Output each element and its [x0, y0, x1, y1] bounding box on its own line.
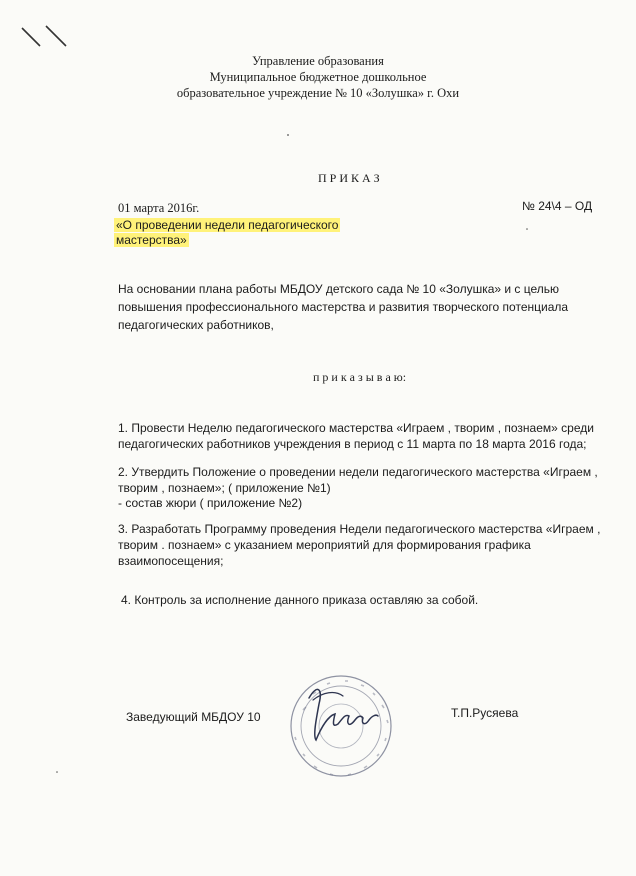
- corner-mark-2: [46, 26, 66, 46]
- highlight-marker: «О проведении недели педагогического: [116, 218, 339, 232]
- order-number: № 24\4 – ОД: [522, 199, 593, 213]
- signatory-name: Т.П.Русяева: [451, 706, 519, 720]
- basis-line-1: На основании плана работы МБДОУ детского сада № 10 «Золушка» и с целью: [118, 282, 560, 296]
- order-subject-line-2: [114, 233, 189, 247]
- item-1-line-1: 1. Провести Неделю педагогического мастерства «Играем , творим , познаем» среди: [118, 421, 594, 435]
- basis-line-2: повышения профессионального мастерства и развития творческого потенциала: [118, 300, 569, 314]
- corner-mark-1: [22, 28, 40, 46]
- handwritten-signature: [309, 689, 378, 740]
- item-2-line-3: - состав жюри ( приложение №2): [118, 496, 303, 510]
- basis-line-3: педагогических работников,: [118, 318, 274, 332]
- header-institution-type: Муниципальное бюджетное дошкольное: [209, 70, 427, 84]
- dust-speck: [526, 228, 528, 230]
- order-title: П Р И К А З: [318, 171, 380, 185]
- item-2-line-1: 2. Утвердить Положение о проведении недели педагогического мастерства «Играем ,: [118, 465, 598, 479]
- order-subject-line-1: [114, 218, 340, 232]
- signatory-position: Заведующий МБДОУ 10: [126, 710, 261, 724]
- item-2-line-2: творим , познаем»; ( приложение №1): [118, 481, 331, 495]
- directive-word: п р и к а з ы в а ю:: [313, 370, 407, 384]
- official-stamp: [283, 670, 401, 788]
- header-institution-name: образовательное учреждение № 10 «Золушка» г. Охи: [176, 86, 460, 100]
- highlight-marker: мастерства»: [116, 233, 187, 247]
- item-1-line-2: педагогических работников учреждения в период с 11 марта по 18 марта 2016 года;: [118, 437, 587, 451]
- item-3-line-1: 3. Разработать Программу проведения Недели педагогического мастерства «Играем ,: [118, 522, 601, 536]
- dust-speck: [287, 134, 289, 136]
- header-organization: Управление образования: [252, 54, 384, 68]
- item-4-line-1: 4. Контроль за исполнение данного приказа оставляю за собой.: [121, 593, 479, 607]
- order-date: 01 марта 2016г.: [118, 201, 200, 215]
- item-3-line-3: взаимопосещения;: [118, 554, 224, 568]
- item-3-line-2: творим . познаем» с указанием мероприятий для формирования графика: [118, 538, 531, 552]
- dust-speck: [56, 771, 58, 773]
